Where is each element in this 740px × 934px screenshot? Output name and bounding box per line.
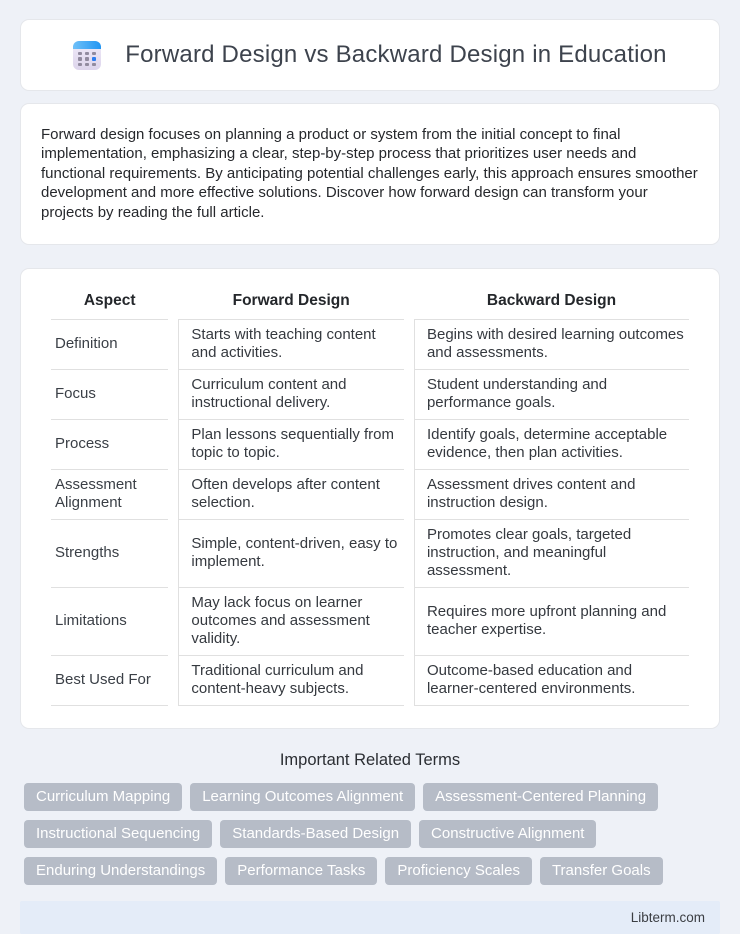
comparison-table-body xyxy=(51,320,689,706)
table-row xyxy=(51,588,689,656)
comparison-table-head xyxy=(51,284,689,320)
aspect-cell: Strengths xyxy=(51,520,168,588)
backward-design-cell: Identify goals, determine acceptable evidence, then plan activities. xyxy=(414,420,689,470)
related-term-tag[interactable]: Curriculum Mapping xyxy=(24,783,182,811)
related-term-tag[interactable]: Learning Outcomes Alignment xyxy=(190,783,415,811)
aspect-cell: Limitations xyxy=(51,588,168,656)
comparison-table-card xyxy=(20,268,720,729)
related-term-tag[interactable]: Assessment-Centered Planning xyxy=(423,783,658,811)
page-title: Forward Design vs Backward Design in Education xyxy=(125,41,667,68)
forward-design-cell: Often develops after content selection. xyxy=(178,470,404,520)
backward-design-cell: Assessment drives content and instruction design. xyxy=(414,470,689,520)
table-row xyxy=(51,420,689,470)
forward-design-cell: Curriculum content and instructional delivery. xyxy=(178,370,404,420)
header-card xyxy=(20,19,720,91)
column-header-forward-design: Forward Design xyxy=(178,284,404,320)
forward-design-cell: Plan lessons sequentially from topic to topic. xyxy=(178,420,404,470)
column-header-aspect: Aspect xyxy=(51,284,168,320)
related-terms-list xyxy=(24,783,716,885)
forward-design-cell: Simple, content-driven, easy to implement. xyxy=(178,520,404,588)
backward-design-cell: Requires more upfront planning and teacher expertise. xyxy=(414,588,689,656)
description-text: Forward design focuses on planning a product or system from the initial concept to final implementation, emphasizing a clear, step-by-step process that prioritizes user needs and functional requirements. By anticipating potential challenges early, this approach ensures smoother development and more effective solutions. Discover how forward design can transform your projects by reading the full article. xyxy=(41,126,698,221)
aspect-cell: Assessment Alignment xyxy=(51,470,168,520)
related-term-tag[interactable]: Transfer Goals xyxy=(540,857,663,885)
infographic-page xyxy=(0,19,740,934)
footer-bar xyxy=(20,901,720,934)
aspect-cell: Definition xyxy=(51,320,168,370)
column-header-backward-design: Backward Design xyxy=(414,284,689,320)
backward-design-cell: Begins with desired learning outcomes and assessments. xyxy=(414,320,689,370)
aspect-cell: Process xyxy=(51,420,168,470)
related-term-tag[interactable]: Constructive Alignment xyxy=(419,820,596,848)
brand-link[interactable]: Libterm.com xyxy=(630,910,705,926)
related-terms-heading: Important Related Terms xyxy=(279,751,461,770)
backward-design-cell: Student understanding and performance goals. xyxy=(414,370,689,420)
table-header-row xyxy=(51,284,689,320)
aspect-cell: Focus xyxy=(51,370,168,420)
table-row xyxy=(51,370,689,420)
calendar-icon-grid xyxy=(78,52,96,67)
aspect-cell: Best Used For xyxy=(51,656,168,706)
related-term-tag[interactable]: Standards-Based Design xyxy=(220,820,411,848)
forward-design-cell: May lack focus on learner outcomes and assessment validity. xyxy=(178,588,404,656)
backward-design-cell: Promotes clear goals, targeted instruction, and meaningful assessment. xyxy=(414,520,689,588)
related-term-tag[interactable]: Performance Tasks xyxy=(225,857,377,885)
comparison-table xyxy=(41,284,699,706)
related-term-tag[interactable]: Proficiency Scales xyxy=(385,857,532,885)
related-term-tag[interactable]: Enduring Understandings xyxy=(24,857,217,885)
forward-design-cell: Starts with teaching content and activities. xyxy=(178,320,404,370)
backward-design-cell: Outcome-based education and learner-centered environments. xyxy=(414,656,689,706)
calendar-icon-topbar xyxy=(73,41,101,49)
table-row xyxy=(51,520,689,588)
description-card xyxy=(20,103,720,245)
table-row xyxy=(51,470,689,520)
table-row xyxy=(51,656,689,706)
calendar-icon xyxy=(73,41,101,70)
forward-design-cell: Traditional curriculum and content-heavy subjects. xyxy=(178,656,404,706)
table-row xyxy=(51,320,689,370)
related-term-tag[interactable]: Instructional Sequencing xyxy=(24,820,212,848)
